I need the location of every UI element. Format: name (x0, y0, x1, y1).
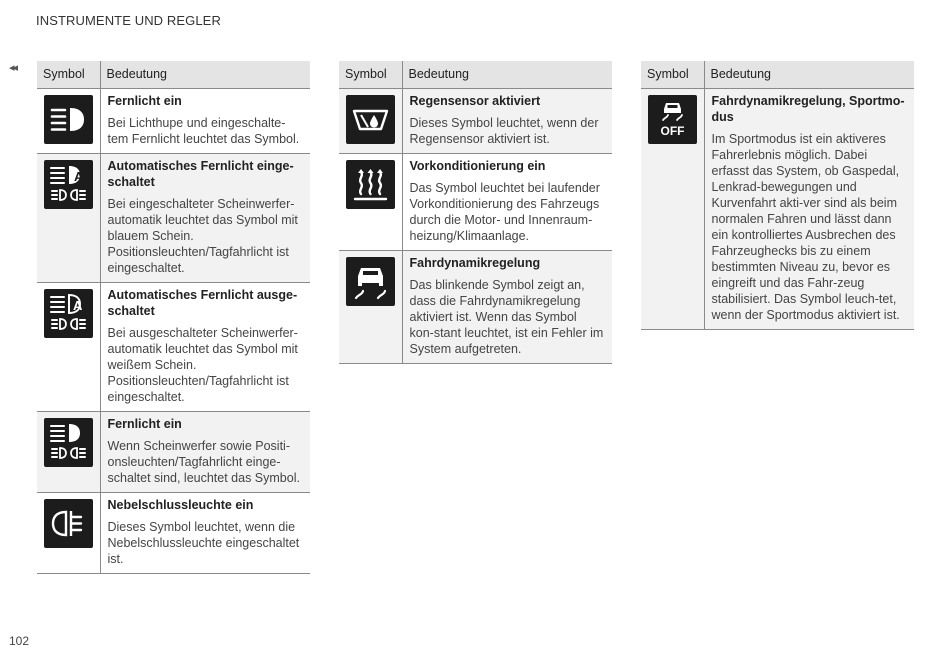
table-row (339, 153, 612, 250)
symbol-table-3 (641, 61, 914, 330)
rain-sensor-icon (346, 95, 395, 144)
row-title: Regensensor aktiviert (409, 93, 541, 108)
column-header-symbol: Symbol (339, 61, 402, 88)
row-description: Bei Lichthupe und eingeschalte-tem Fernlicht leuchtet das Symbol. (107, 115, 300, 146)
auto-high-beam-off-icon (44, 289, 93, 338)
table-row (37, 492, 310, 573)
row-title: Automatisches Fernlicht ausge-schaltet (107, 287, 298, 318)
row-description: Wenn Scheinwerfer sowie Positi-onsleuchten/Tagfahrlicht einge-schaltet sind, leuchtet das Symbol. (107, 438, 300, 485)
row-title: Fernlicht ein (107, 93, 182, 108)
table-row (37, 153, 310, 282)
table-row (37, 88, 310, 153)
rear-fog-light-icon (44, 499, 93, 548)
table-row (339, 250, 612, 363)
row-description: Das blinkende Symbol zeigt an, dass die Fahrdynamikregelung aktiviert ist. Wenn das Symbol kon-stant leuchtet, ist ein Fehler im System aufgetreten. (409, 277, 604, 356)
column-header-meaning: Bedeutung (402, 61, 612, 88)
row-title: Vorkonditionierung ein (409, 158, 546, 173)
column-header-meaning: Bedeutung (100, 61, 310, 88)
stability-control-icon (346, 257, 395, 306)
column-header-symbol: Symbol (37, 61, 100, 88)
svg-text:A: A (73, 297, 83, 313)
table-row (37, 411, 310, 492)
svg-text:A: A (74, 168, 84, 184)
back-arrows-icon[interactable]: ◂◂ (9, 62, 17, 74)
page-number: 102 (9, 634, 30, 648)
high-beam-icon (44, 95, 93, 144)
table-row (641, 88, 914, 329)
row-description: Dieses Symbol leuchtet, wenn der Regensensor aktiviert ist. (409, 115, 599, 146)
column-header-symbol: Symbol (641, 61, 704, 88)
row-description: Das Symbol leuchtet bei laufender Vorkonditionierung des Fahrzeugs durch die Motor- und Innenraum-heizung/Klimaanlage. (409, 180, 600, 243)
high-beam-position-icon (44, 418, 93, 467)
preconditioning-icon (346, 160, 395, 209)
symbol-table-2 (339, 61, 612, 364)
table-row (339, 88, 612, 153)
row-title: Nebelschlussleuchte ein (107, 497, 254, 512)
table-row (37, 282, 310, 411)
row-title: Fahrdynamikregelung (409, 255, 541, 270)
row-description: Im Sportmodus ist ein aktiveres Fahrerlebnis möglich. Dabei erfasst das System, ob Gaspedal, Lenkrad-bewegungen und Kurvenfahrt akti-ver sind als beim normalen Fahren und lässt dann ein kontrolliertes Ausbrechen des Fahrzeughecks bis zu einem bestimmten Niveau zu, bevor es eingreift und das Fahr-zeug stabilisiert. Das Symbol leuch-tet, wenn der Sportmodus aktiviert ist. (711, 131, 900, 322)
row-description: Bei ausgeschalteter Scheinwerfer-automatik leuchtet das Symbol mit weißem Schein. Positionsleuchten/Tagfahrlicht ist eingeschaltet. (107, 325, 298, 404)
row-title: Automatisches Fernlicht einge-schaltet (107, 158, 294, 189)
symbol-table-1 (37, 61, 310, 574)
row-description: Dieses Symbol leuchtet, wenn die Nebelschlussleuchte eingeschaltet ist. (107, 519, 300, 566)
column-header-meaning: Bedeutung (704, 61, 914, 88)
auto-high-beam-icon (44, 160, 93, 209)
row-title: Fernlicht ein (107, 416, 182, 431)
row-title: Fahrdynamikregelung, Sportmo-dus (711, 93, 905, 124)
page-header: INSTRUMENTE UND REGLER (36, 13, 221, 28)
row-description: Bei eingeschalteter Scheinwerfer-automatik leuchtet das Symbol mit blauem Schein. Positionsleuchten/Tagfahrlicht ist eingeschaltet. (107, 196, 298, 275)
off-label: OFF (660, 123, 685, 138)
stability-sport-off-icon (648, 95, 697, 144)
